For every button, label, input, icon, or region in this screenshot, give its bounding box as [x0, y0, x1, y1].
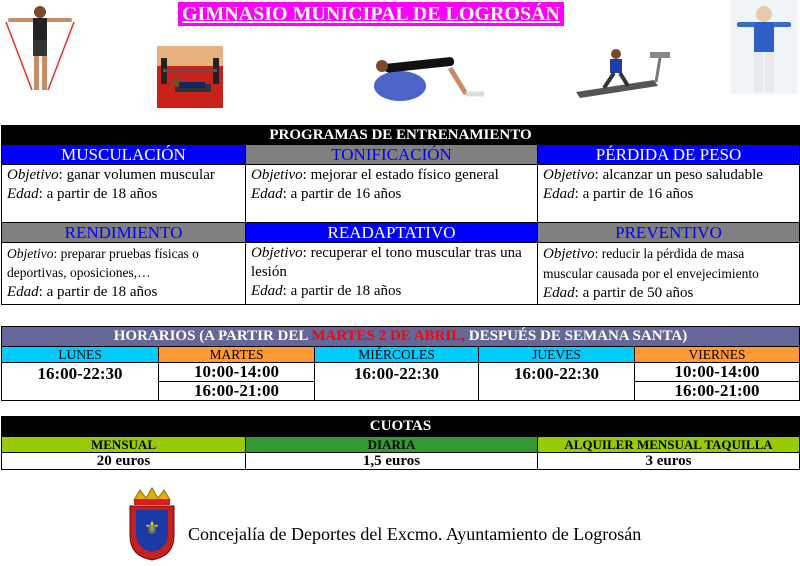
cuota-mensual-value: 20 euros: [2, 453, 246, 470]
cuota-diaria-label: DIARIA: [246, 437, 538, 453]
time-slot: 16:00-22:30: [315, 363, 479, 401]
time-slot: 16:00-21:00: [635, 382, 800, 401]
resistance-band-photo: [2, 2, 78, 94]
program-name: READAPTATIVO: [246, 223, 538, 243]
program-name: MUSCULACIÓN: [2, 145, 246, 165]
day-viernes: VIERNES: [635, 347, 800, 363]
cuota-taquilla-label: ALQUILER MENSUAL TAQUILLA: [538, 437, 800, 453]
program-details: Objetivo: preparar pruebas físicas o deportivas, oposiciones,… Edad: a partir de 18 años: [2, 243, 246, 305]
horarios-heading: HORARIOS (A PARTIR DEL MARTES 2 DE ABRIL, DESPUÉS DE SEMANA SANTA): [2, 327, 800, 347]
coat-of-arms-icon: [126, 486, 178, 562]
program-details: Objetivo: recuperar el tono muscular tras una lesión Edad: a partir de 18 años: [246, 243, 538, 305]
programas-heading: PROGRAMAS DE ENTRENAMIENTO: [2, 126, 800, 145]
page-title: GIMNASIO MUNICIPAL DE LOGROSÁN: [178, 2, 564, 26]
program-details: Objetivo: reducir la pérdida de masa muscular causada por el envejecimiento Edad: a partir de 50 años: [538, 243, 800, 305]
time-slot: 16:00-22:30: [479, 363, 635, 401]
day-jueves: JUEVES: [479, 347, 635, 363]
time-slot: 16:00-21:00: [159, 382, 315, 401]
program-name: PÉRDIDA DE PESO: [538, 145, 800, 165]
treadmill-photo: [574, 46, 676, 98]
program-details: Objetivo: ganar volumen muscular Edad: a partir de 18 años: [2, 165, 246, 223]
program-name: TONIFICACIÓN: [246, 145, 538, 165]
horarios-table: [1, 326, 800, 401]
bench-press-photo: [157, 46, 223, 108]
program-name: PREVENTIVO: [538, 223, 800, 243]
stability-ball-photo: [370, 50, 488, 104]
cuota-mensual-label: MENSUAL: [2, 437, 246, 453]
day-lunes: LUNES: [2, 347, 159, 363]
senior-exercise-photo: [731, 0, 797, 94]
program-details: Objetivo: mejorar el estado físico general Edad: a partir de 16 años: [246, 165, 538, 223]
cuota-taquilla-value: 3 euros: [538, 453, 800, 470]
time-slot: 10:00-14:00: [635, 363, 800, 382]
programas-table: [1, 125, 800, 305]
svg-text:⚜: ⚜: [143, 518, 161, 539]
time-slot: 10:00-14:00: [159, 363, 315, 382]
cuotas-table: [1, 416, 800, 470]
day-martes: MARTES: [159, 347, 315, 363]
cuotas-heading: CUOTAS: [2, 417, 800, 437]
cuota-diaria-value: 1,5 euros: [246, 453, 538, 470]
footer-text: Concejalía de Deportes del Excmo. Ayuntamiento de Logrosán: [188, 524, 642, 544]
time-slot: 16:00-22:30: [2, 363, 159, 401]
day-miercoles: MIÉRCOLES: [315, 347, 479, 363]
program-name: RENDIMIENTO: [2, 223, 246, 243]
program-details: Objetivo: alcanzar un peso saludable Edad: a partir de 16 años: [538, 165, 800, 223]
